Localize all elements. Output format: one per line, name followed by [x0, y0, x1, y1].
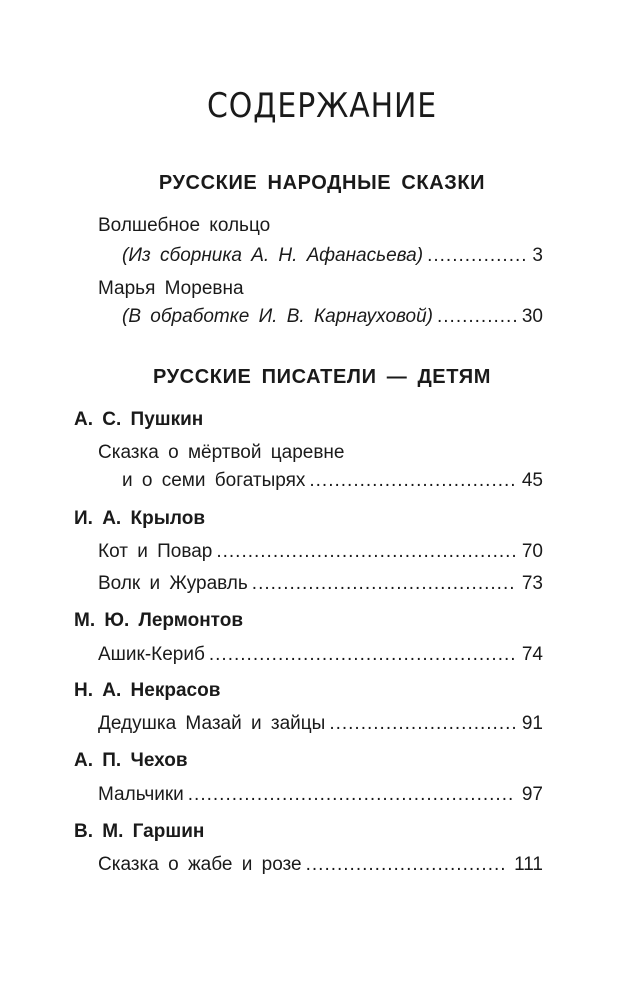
author-name: И. А. Крылов	[74, 508, 206, 529]
page-number: 91	[521, 713, 543, 734]
toc-entry[interactable]	[98, 573, 543, 595]
section-heading-folk-tales: РУССКИЕ НАРОДНЫЕ СКАЗКИ	[158, 172, 486, 194]
dot-leader	[306, 854, 509, 876]
toc-entry[interactable]	[98, 854, 543, 876]
dot-leader	[309, 470, 515, 492]
toc-entry-title: Волшебное кольцо	[98, 215, 271, 236]
page-number: 97	[521, 784, 543, 805]
dot-leader	[188, 784, 516, 806]
toc-entry-title: Марья Моревна	[98, 278, 244, 299]
toc-entry-title: Кот и Повар	[98, 541, 213, 562]
dot-leader	[252, 573, 516, 595]
toc-entry[interactable]	[122, 470, 543, 492]
dot-leader	[216, 541, 516, 563]
page-number: 74	[521, 644, 543, 665]
dot-leader	[427, 245, 526, 267]
toc-entry[interactable]	[98, 784, 543, 806]
page-number: 111	[514, 854, 543, 875]
author-name: А. П. Чехов	[74, 750, 188, 771]
page-number: 73	[521, 573, 543, 594]
toc-entry-subtitle: (В обработке И. В. Карнауховой)	[122, 306, 433, 327]
page-number: 70	[521, 541, 543, 562]
toc-entry-subtitle: (Из сборника А. Н. Афанасьева)	[122, 245, 424, 266]
page-number: 30	[521, 306, 543, 327]
toc-entry[interactable]	[98, 541, 543, 563]
author-name: Н. А. Некрасов	[74, 680, 221, 701]
toc-entry-title: Сказка о жабе и розе	[98, 854, 302, 875]
toc-entry-title-continued: и о семи богатырях	[122, 470, 306, 491]
toc-entry[interactable]	[98, 713, 543, 735]
author-name: М. Ю. Лермонтов	[74, 610, 244, 631]
toc-entry-title: Дедушка Мазай и зайцы	[98, 713, 326, 734]
toc-entry-title: Волк и Журавль	[98, 573, 248, 594]
toc-entry[interactable]	[122, 306, 543, 328]
toc-entry-title: Мальчики	[98, 784, 184, 805]
toc-entry[interactable]	[122, 245, 543, 267]
author-name: А. С. Пушкин	[74, 409, 204, 430]
dot-leader	[209, 644, 516, 666]
dot-leader	[329, 713, 516, 735]
page-title: СОДЕРЖАНИЕ	[206, 86, 438, 126]
toc-entry[interactable]	[98, 644, 543, 666]
toc-entry-title: Сказка о мёртвой царевне	[98, 442, 345, 463]
page-number: 3	[532, 245, 543, 266]
dot-leader	[437, 306, 516, 328]
page-number: 45	[521, 470, 543, 491]
section-heading-writers-for-children: РУССКИЕ ПИСАТЕЛИ — ДЕТЯМ	[152, 366, 492, 388]
toc-entry-title: Ашик-Кериб	[98, 644, 205, 665]
author-name: В. М. Гаршин	[74, 821, 205, 842]
